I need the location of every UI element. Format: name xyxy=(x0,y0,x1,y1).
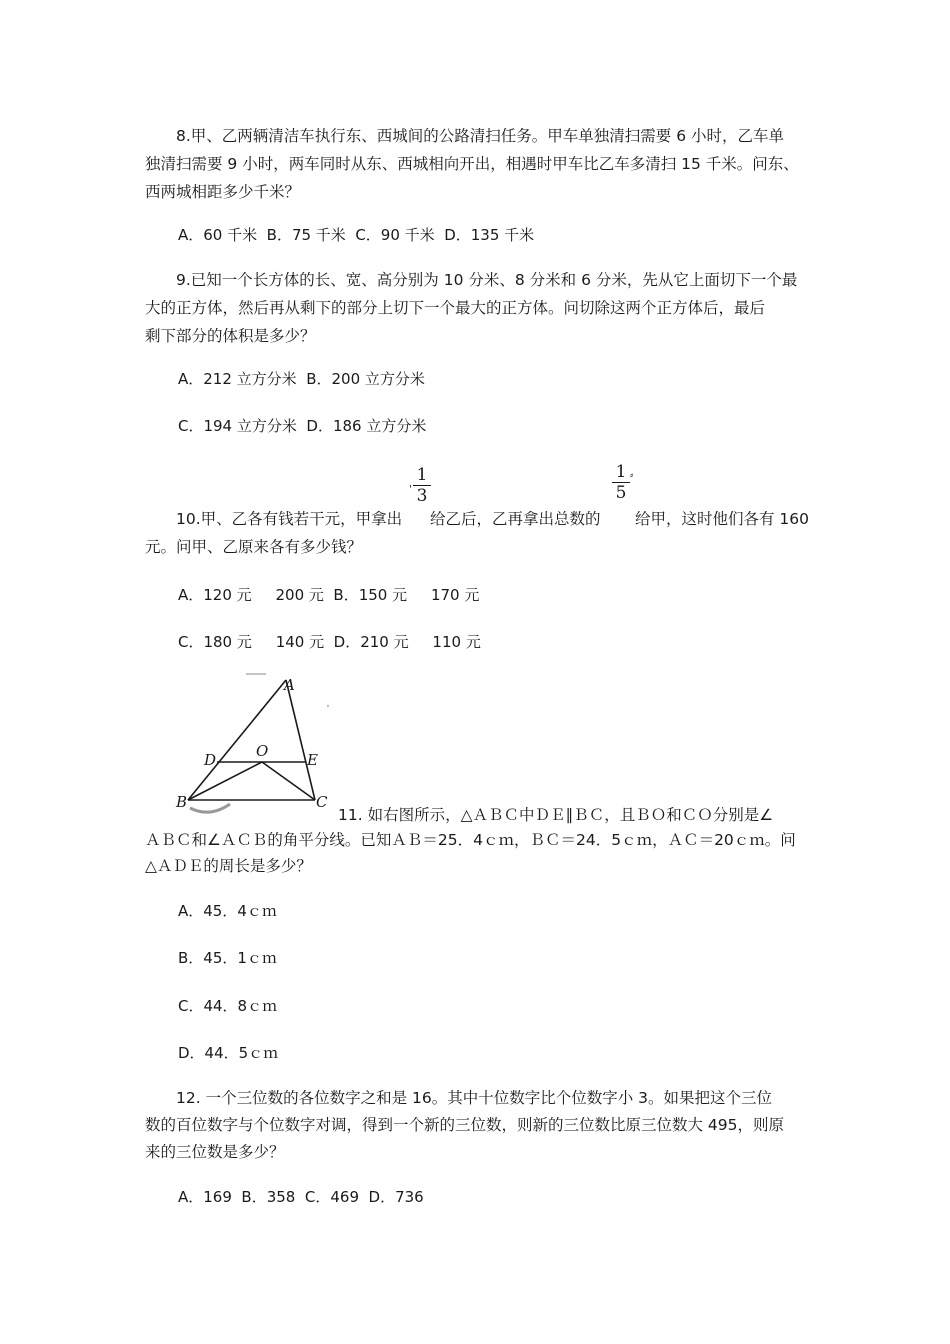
q10-line-1c: 给甲，这时他们各有 160 xyxy=(635,510,810,528)
q9-line-3: 剩下部分的体积是多少？ xyxy=(145,327,316,345)
q10-line-2: 元。问甲、乙原来各有多少钱？ xyxy=(145,538,363,556)
label-a: A xyxy=(284,676,295,694)
label-o: O xyxy=(256,742,269,760)
q10-options-cd: C．180 元 140 元 D．210 元 110 元 xyxy=(178,633,481,651)
fraction-one-third: $\frac{1}{3}$ xyxy=(413,465,431,506)
label-e: E xyxy=(307,751,318,769)
scan-smudge xyxy=(190,804,230,812)
q12-line-1: 12. 一个三位数的各位数字之和是 16。其中十位数字比个位数字小 3。如果把这个三位 xyxy=(176,1089,773,1107)
q8-line-3: 西两城相距多少千米？ xyxy=(145,183,301,201)
triangle-figure xyxy=(170,668,370,818)
side-ab xyxy=(188,680,286,800)
scan-dot xyxy=(327,705,329,707)
label-d: D xyxy=(204,751,217,769)
q8-options: A．60 千米 B．75 千米 C．90 千米 D．135 千米 xyxy=(178,226,535,244)
q9-line-2: 大的正方体，然后再从剩下的部分上切下一个最大的正方体。问切除这两个正方体后，最后 xyxy=(145,299,766,317)
q12-line-3: 来的三位数是多少？ xyxy=(145,1143,285,1161)
bisector-bo xyxy=(188,762,262,800)
q9-options-cd: C．194 立方分米 D．186 立方分米 xyxy=(178,417,427,435)
q9-options-ab: A．212 立方分米 B．200 立方分米 xyxy=(178,370,425,388)
q12-line-2: 数的百位数字与个位数字对调，得到一个新的三位数，则新的三位数比原三位数大 495，则原 xyxy=(145,1116,785,1134)
q8-line-2: 独清扫需要 9 小时，两车同时从东、西城相向开出，相遇时甲车比乙车多清扫 15 千米。问东、 xyxy=(145,155,799,173)
q10-options-ab: A．120 元 200 元 B．150 元 170 元 xyxy=(178,586,480,604)
q11-line-3: △ＡＤＥ的周长是多少？ xyxy=(145,857,312,875)
q11-option-b: B．45．1ｃｍ xyxy=(178,949,277,967)
q12-options: A．169 B．358 C．469 D．736 xyxy=(178,1188,424,1206)
q9-line-1: 9.已知一个长方体的长、宽、高分别为 10 分米、8 分米和 6 分米，先从它上面切下一个最 xyxy=(176,271,798,289)
q11-option-d: D．44．5ｃｍ xyxy=(178,1044,279,1062)
q11-line-1: 11. 如右图所示，△ＡＢＣ中ＤＥ∥ＢＣ，且ＢＯ和ＣＯ分别是∠ xyxy=(338,806,774,824)
fraction-one-fifth: $\frac{1}{5}$ xyxy=(612,462,630,503)
fraction-mark-1: ' xyxy=(409,484,412,495)
label-b: B xyxy=(176,793,188,811)
q11-option-a: A．45．4ｃｍ xyxy=(178,902,277,920)
q8-line-1: 8.甲、乙两辆清洁车执行东、西城间的公路清扫任务。甲车单独清扫需要 6 小时，乙车单 xyxy=(176,127,785,145)
q10-line-1a: 10.甲、乙各有钱若干元，甲拿出 xyxy=(176,510,403,528)
q11-option-c: C．44．8ｃｍ xyxy=(178,997,278,1015)
label-c: C xyxy=(316,793,328,811)
fraction-mark-2: ⸗ xyxy=(630,470,634,481)
q11-line-2: ＡＢＣ和∠ＡＣＢ的角平分线。已知ＡＢ＝25．4ｃｍ，ＢＣ＝24．5ｃｍ，ＡＣ＝20ｃｍ。问 xyxy=(145,831,796,849)
q10-line-1b: 给乙后，乙再拿出总数的 xyxy=(430,510,601,528)
